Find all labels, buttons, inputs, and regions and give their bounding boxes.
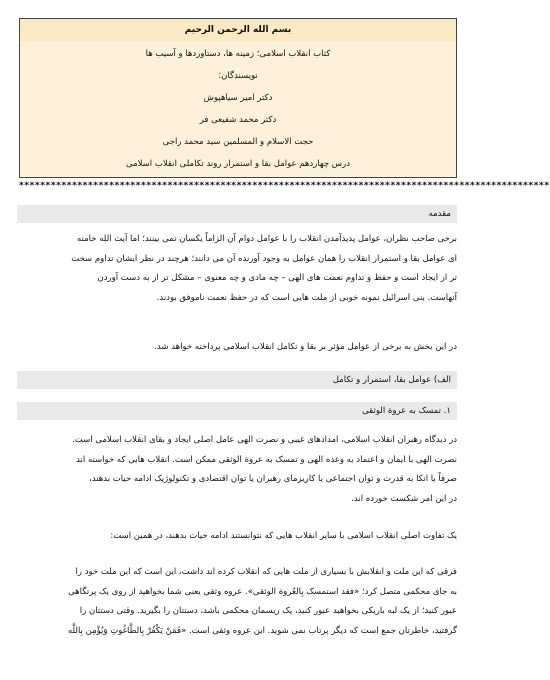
author-name: دکتر محمد شفیعی فر <box>199 115 277 125</box>
paragraph-1 <box>17 431 457 509</box>
text-line: در این امر شکست خورده اند. <box>351 493 457 504</box>
text-line: فرقی که این ملت و انقلابش با بسیاری از ملت هایی که انقلاب کرده اند داشت، این است که این ملت خود را <box>75 567 457 577</box>
text-line: صرفاً با اتکا به قدرت و توان اجتماعی یا کاریزمای رهبران یا توان اقتصادی و تکنولوژیک ادامه حیات بدهند، <box>88 474 457 484</box>
text-line: به جای محکمی متصل کرد؛ «فقد استمسک بِالعُروة الوثقی». عروه وثقی یعنی شما بخواهید از روی یک پرتگاهی <box>68 586 457 597</box>
author-name: دکتر امیر سیاهپوش <box>203 93 273 103</box>
text-line: در این بخش به برخی از عوامل مؤثر بر بقا و تکامل انقلاب اسلامی پرداخته خواهد شد. <box>154 342 457 352</box>
text-line: ای عوامل بقا و استمرار انقلاب را همان عوامل به وجود آورنده آن می دانند؛ هرچند در نظر ایشان تداوم سخت <box>71 253 457 264</box>
star-separator: **************************************************************************************************** <box>19 181 550 191</box>
book-title: کتاب انقلاب اسلامی؛ زمینه ها، دستاوردها و آسیب ها <box>145 49 331 59</box>
text-line: عبور کنید؛ از یک لبه باریکی بخواهید عبور کنید، یک ریسمان محکمی باشد، دستتان را بگیرید. وقتی دستتان را <box>79 606 457 616</box>
header-info <box>20 41 456 177</box>
lesson-title: درس چهاردهم عوامل بقا و استمرار روند تکاملی انقلاب اسلامی <box>125 159 351 169</box>
paragraph-2 <box>17 527 457 547</box>
text-line: گرفتید، خاطرتان جمع است که دیگر پرتاب نمی شوید. این عروه وثقی است. «فَمَنْ یَكْفُرْ بِالطَّاغُوتِ وَیُؤْمِن بِاللَّه <box>68 625 457 636</box>
header-box <box>19 18 457 178</box>
text-line: آنهاست. بنی اسرائیل نمونه خوبی از ملت هایی است که در حفظ نعمت ناموفق بودند. <box>156 292 457 303</box>
text-line: یک تفاوت اصلی انقلاب اسلامی با سایر انقلاب هایی که نتوانستند ادامه حیات بدهند، در همین است: <box>110 531 457 541</box>
author-name: حجت الاسلام و المسلمین سید محمد راجی <box>162 137 314 147</box>
text-line: در دیدگاه رهبران انقلاب اسلامی، امدادهای غیبی و نصرت الهی عامل اصلی ایجاد و بقای انقلاب اسلامی است. <box>72 435 457 445</box>
text-line: نصرت الهی با ایمان و اعتماد به وعده الهی و تمسک به عروة الوثقی ممکن است. انقلاب هایی که خواسته اند <box>76 454 457 465</box>
intro-paragraph <box>17 230 457 308</box>
text-line: برخی صاحب نظران، عوامل پدیدآمدن انقلاب را با عوامل دوام آن الزاماً یکسان نمی بینند؛ اما آیت الله خامنه <box>77 234 457 244</box>
text-line: تر از ایجاد است و حفظ و تداوم نعمت های الهی – چه مادی و چه معنوی – مشکل تر از به دست آوردن <box>97 273 457 283</box>
bismillah-title: بسم الله الرحمن الرحيم <box>20 19 456 42</box>
intro-heading: مقدمه <box>17 205 457 223</box>
paragraph-3 <box>17 563 457 641</box>
section-heading-a: الف) عوامل بقا، استمرار و تکامل <box>17 371 457 389</box>
intro-tail-paragraph <box>17 338 457 358</box>
authors-label: نویسندگان: <box>218 71 258 81</box>
subsection-heading-1: ۱. تمسک به عروة الوثقی <box>17 402 457 420</box>
